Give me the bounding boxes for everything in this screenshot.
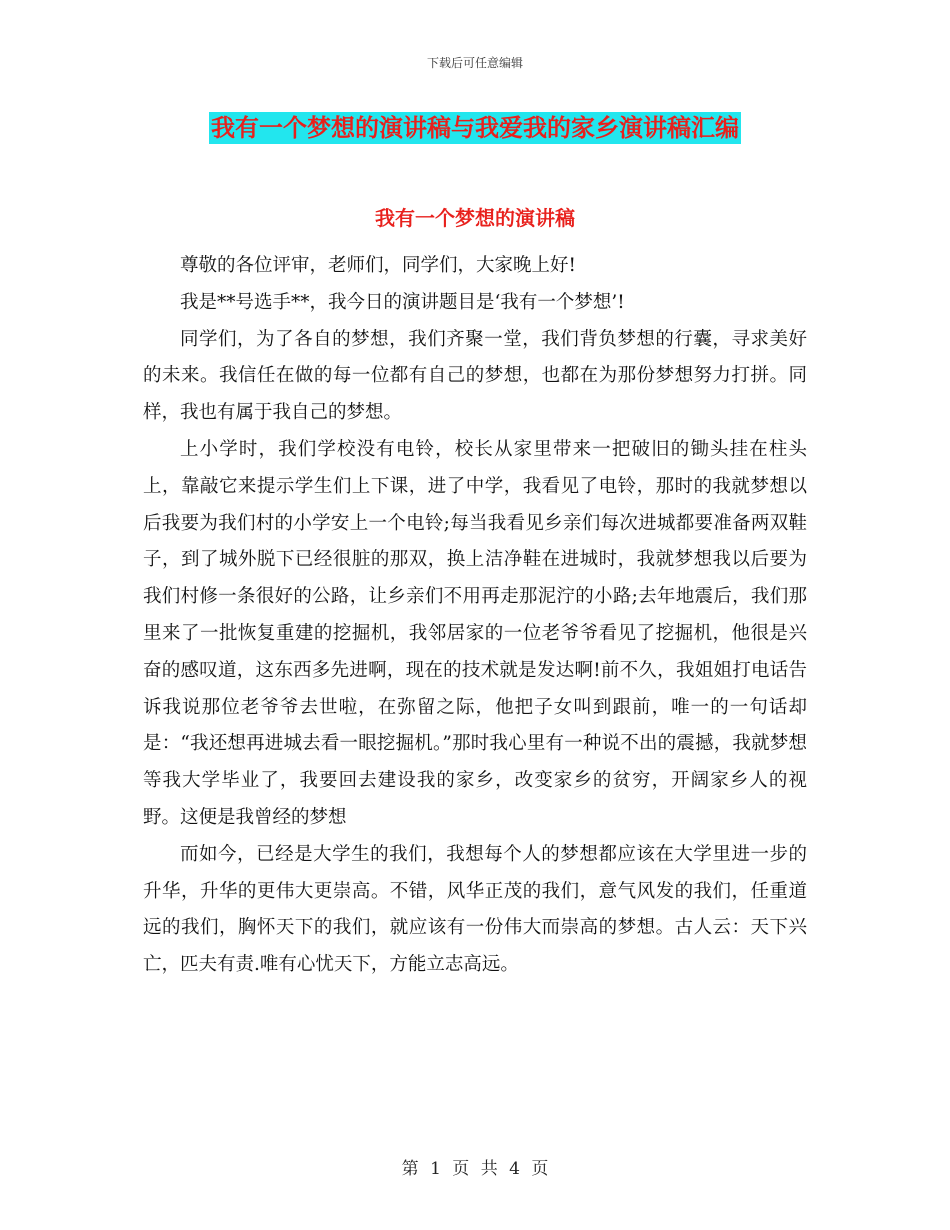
document-body <box>143 248 807 984</box>
paragraph-dreams: 同学们，为了各自的梦想，我们齐聚一堂，我们背负梦想的行囊，寻求美好的未来。我信任在做的每一位都有自己的梦想，也都在为那份梦想努力打拼。同样，我也有属于我自己的梦想。 <box>143 328 807 424</box>
document-title: 我有一个梦想的演讲稿与我爱我的家乡演讲稿汇编 <box>211 114 739 142</box>
page-header-note: 下载后可任意编辑 <box>426 56 523 70</box>
paragraph-university: 而如今，已经是大学生的我们，我想每个人的梦想都应该在大学里进一步的升华，升华的更伟大更崇高。不错，风华正茂的我们，意气风发的我们，任重道远的我们，胸怀天下的我们，就应该有一份伟大而崇高的梦想。古人云：天下兴亡，匹夫有责.唯有心忧天下，方能立志高远。 <box>143 843 807 976</box>
paragraph-greeting: 尊敬的各位评审，老师们，同学们，大家晚上好! <box>180 255 576 276</box>
document-title-container <box>0 112 950 144</box>
page-number: 第 1 页 共 4 页 <box>401 1159 549 1179</box>
section-title: 我有一个梦想的演讲稿 <box>375 206 575 230</box>
paragraph-introduction: 我是**号选手**，我今日的演讲题目是‘我有一个梦想’! <box>180 291 625 313</box>
paragraph-childhood: 上小学时，我们学校没有电铃，校长从家里带来一把破旧的锄头挂在柱头上，靠敲它来提示学生们上下课，进了中学，我看见了电铃，那时的我就梦想以后我要为我们村的小学安上一个电铃;每当我看见乡亲们每次进城都要准备两双鞋子，到了城外脱下已经很脏的那双，换上洁净鞋在进城时，我就梦想我以后要为我们村修一条很好的公路，让乡亲们不用再走那泥泞的小路;去年地震后，我们那里来了一批恢复重建的挖掘机，我邻居家的一位老爷爷看见了挖掘机，他很是兴奋的感叹道，这东西多先进啊，现在的技术就是发达啊!前不久，我姐姐打电话告诉我说那位老爷爷去世啦，在弥留之际，他把子女叫到跟前，唯一的一句话却是：“我还想再进城去看一眼挖掘机。”那时我心里有一种说不出的震撼，我就梦想等我大学毕业了，我要回去建设我的家乡，改变家乡的贫穷，开阔家乡人的视野。这便是我曾经的梦想 <box>143 438 807 828</box>
